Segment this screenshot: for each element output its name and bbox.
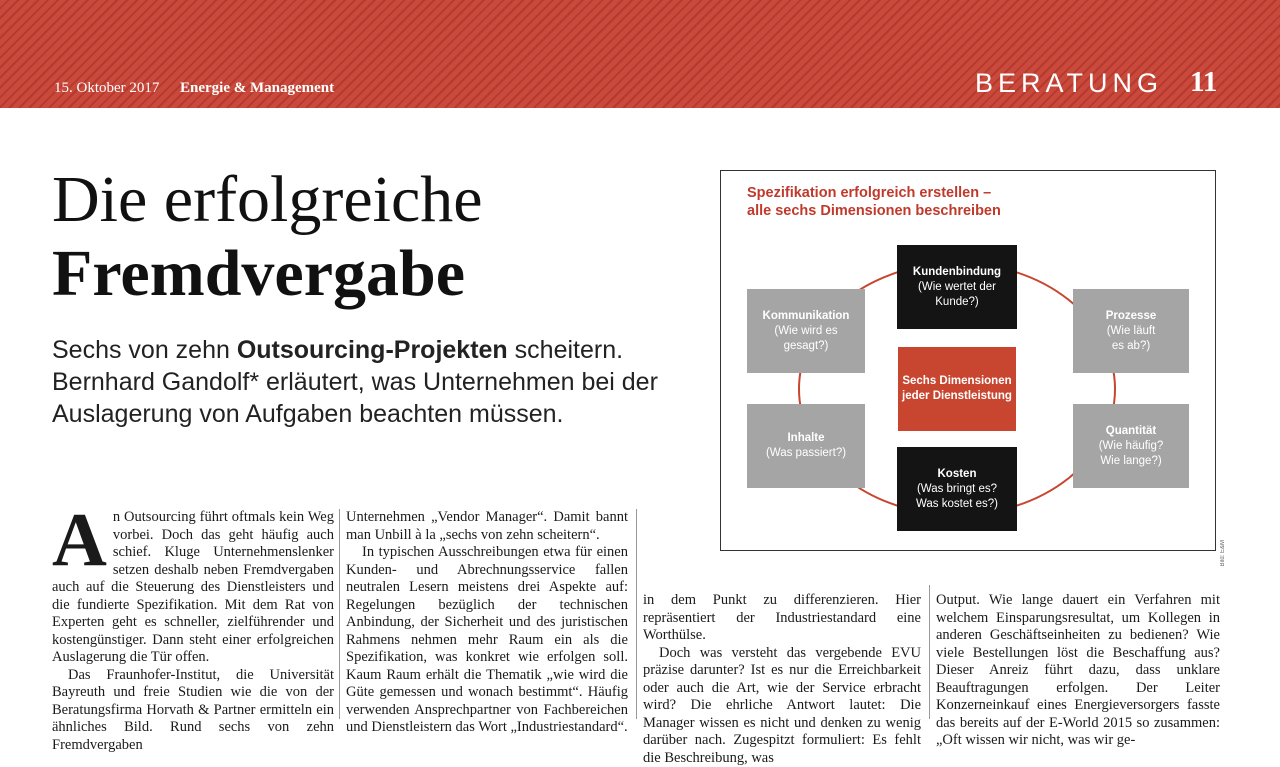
node-prozesse <box>1073 289 1189 373</box>
node-kosten <box>897 447 1017 531</box>
article-column-2 <box>346 509 628 737</box>
node-prozesse-title: Prozesse <box>1106 309 1157 324</box>
publication-name: Energie & Management <box>180 80 334 97</box>
node-quantitaet <box>1073 404 1189 488</box>
node-kundenbindung-title: Kundenbindung <box>913 265 1001 280</box>
lead-text-bold: Outsourcing-Projekten <box>237 336 508 364</box>
node-inhalte <box>747 404 865 488</box>
node-kommunikation <box>747 289 865 373</box>
node-kundenbindung-line-1: (Wie wertet der <box>918 280 996 295</box>
column-1-paragraph-1: n Outsourcing führt oftmals kein Weg vorbei. Doch das geht häufig auch schief. Kluge Unternehmenslenker setzen deshalb neben Fremdvergaben auch auf die Steuerung des Dienstleisters und die fundierte Spezifikation. Mit dem Rat von Experten geht es schneller, zielführender und kostengünstiger. Dann steht einer erfolgreichen Auslagerung die Tür offen. <box>52 509 334 665</box>
lead-text-start: Sechs von zehn <box>52 336 237 364</box>
node-inhalte-line-1: (Was passiert?) <box>766 446 846 461</box>
column-4-paragraph-1: Output. Wie lange dauert ein Verfahren mit welchem Einsparungsresultat, um Kollegen in anderen Geschäftseinheiten zu bedienen? Wie viele Bestellungen löst die Beschaffung aus? Dieser Anreiz führt dazu, dass unklare Beauftragungen erfolgen. Der Leiter Konzerneinkauf eines Energieversorgers fasste das bereits auf der E-World 2015 so zusammen: „Oft wissen wir nicht, was wir ge- <box>936 592 1220 750</box>
infographic-title-line-2: alle sechs Dimensionen beschreiben <box>747 202 1001 220</box>
image-credit: Bild: E&M <box>1220 540 1226 566</box>
page-number: 11 <box>1190 66 1217 99</box>
node-kommunikation-title: Kommunikation <box>763 309 850 324</box>
column-3-paragraph-1: in dem Punkt zu differenzieren. Hier repräsentiert der Industriestandard eine Worthülse. <box>643 592 921 645</box>
node-kosten-line-1: (Was bringt es? <box>917 482 997 497</box>
column-3-paragraph-2: Doch was versteht das vergebende EVU präzise darunter? Ist es nur die Erreichbarkeit oder auch die Art, wie der Service erbracht wird? Die ehrliche Antwort lautet: Die Manager wissen es nicht und denken zu wenig darüber nach. Zugespitzt formuliert: Es fehlt die Beschreibung, was <box>643 645 921 767</box>
node-prozesse-line-1: (Wie läuft <box>1107 324 1156 339</box>
headline-line-1: Die erfolgreiche <box>52 164 483 236</box>
issue-date: 15. Oktober 2017 <box>54 80 159 97</box>
node-center <box>898 347 1016 431</box>
headline-line-2: Fremdvergabe <box>52 238 465 310</box>
column-divider <box>929 585 930 719</box>
drop-cap: A <box>52 511 107 569</box>
node-inhalte-title: Inhalte <box>787 431 824 446</box>
node-quantitaet-line-1: (Wie häufig? <box>1099 439 1164 454</box>
column-divider <box>636 509 637 719</box>
lead-paragraph <box>52 334 692 430</box>
article-column-4 <box>936 592 1220 750</box>
node-center-line-2: jeder Dienstleistung <box>902 389 1012 404</box>
column-1-paragraph-2: Das Fraunhofer-Institut, die Universität Bayreuth und freie Studien wie die von der Beratungsfirma Horvath & Partner ermitteln ein ähnliches Bild. Rund sechs von zehn Fremdvergaben <box>52 667 334 755</box>
article-column-1 <box>52 509 334 754</box>
node-kundenbindung <box>897 245 1017 329</box>
page-header <box>0 0 1280 108</box>
column-2-paragraph-2: In typischen Ausschreibungen etwa für einen Kunden- und Abrechnungsservice fallen neutralen Lesern meistens drei Aspekte auf: Regelungen bezüglich der technischen Anbindung, der Sicherheit und des juristischen Rahmens nehmen mehr Raum ein als die Spezifikation, was konkret wie erfolgen soll. Kaum Raum erhält die Thematik „wie wird die Güte gemessen und wonach bestimmt“. Häufig verwenden Ansprechpartner von Fachbereichen und Dienstleistern das Wort „Industriestandard“. <box>346 544 628 737</box>
lead-text-end: scheitern. Bernhard Gandolf* erläutert, was Unternehmen bei der Auslagerung von Aufgaben beachten müssen. <box>52 336 658 428</box>
node-center-line-1: Sechs Dimensionen <box>902 374 1011 389</box>
column-2-paragraph-1: Unternehmen „Vendor Manager“. Damit bannt man Unbill à la „sechs von zehn scheitern“. <box>346 509 628 544</box>
infographic-box <box>720 170 1216 551</box>
node-kommunikation-line-2: gesagt?) <box>784 339 829 354</box>
node-kommunikation-line-1: (Wie wird es <box>774 324 837 339</box>
infographic-title-line-1: Spezifikation erfolgreich erstellen – <box>747 184 1001 202</box>
node-quantitaet-line-2: Wie lange?) <box>1100 454 1161 469</box>
column-divider <box>339 509 340 719</box>
node-quantitaet-title: Quantität <box>1106 424 1156 439</box>
node-kundenbindung-line-2: Kunde?) <box>935 295 978 310</box>
article-column-3 <box>643 592 921 767</box>
node-kosten-title: Kosten <box>938 467 977 482</box>
section-label: BERATUNG <box>975 68 1163 99</box>
node-prozesse-line-2: es ab?) <box>1112 339 1150 354</box>
node-kosten-line-2: Was kostet es?) <box>916 497 998 512</box>
